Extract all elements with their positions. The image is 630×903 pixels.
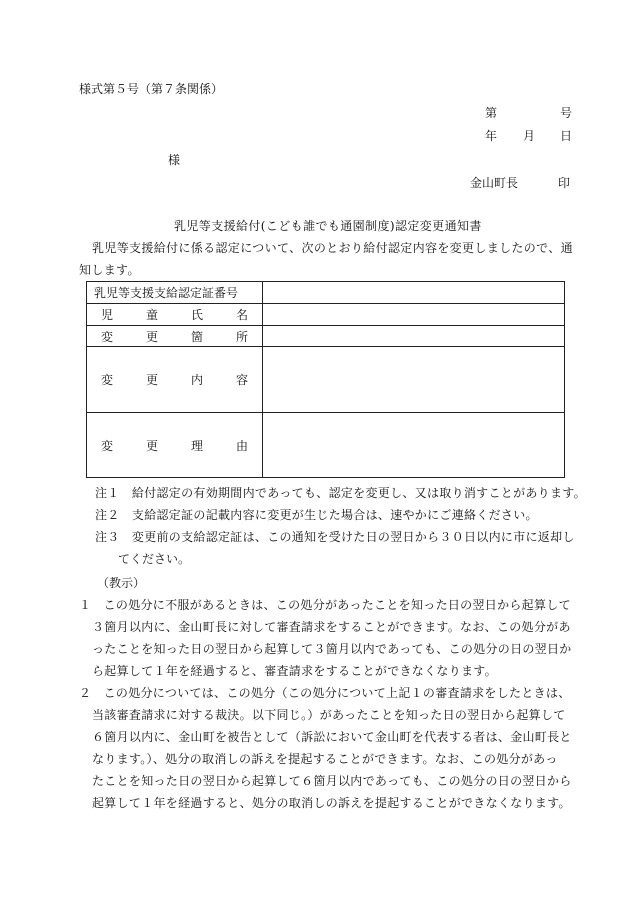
child-name-value: [263, 304, 565, 326]
instruction-1-line-1: １ この処分に不服があるときは、この処分があったことを知った日の翌日から起算して: [79, 598, 571, 612]
seal-mark: 印: [558, 176, 571, 190]
instruction-heading: （教示）: [97, 576, 146, 590]
instruction-2-line-3: ６箇月以内に、金山町を被告として（訴訟において金山町を代表する者は、金山町長と: [92, 730, 572, 744]
instruction-2-line-5: たことを知った日の翌日から起算して６箇月以内であっても、この処分の日の翌日から: [92, 774, 572, 788]
date-day: 日: [560, 129, 573, 143]
note-1: 注１ 給付認定の有効期間内であっても、認定を変更し、又は取り消すことがあります。: [95, 486, 586, 500]
issuer-name: 金山町長: [470, 176, 519, 190]
row-changed-section: [87, 326, 565, 347]
date-year: 年: [485, 129, 498, 143]
cert-number-label: 乳児等支援支給認定証番号: [94, 286, 239, 300]
cert-number-value: [263, 282, 565, 304]
instruction-1-line-2: ３箇月以内に、金山町長に対して審査請求をすることができます。なお、この処分があ: [92, 620, 571, 634]
doc-number-prefix: 第: [485, 106, 498, 120]
row-cert-number: [87, 282, 565, 304]
form-number-label: 様式第５号（第７条関係）: [79, 82, 224, 96]
instruction-2-line-1: ２ この処分については、この処分（この処分について上記１の審査請求をしたときは、: [79, 686, 571, 700]
date-month: 月: [523, 129, 536, 143]
change-reason-label: 変 更 理 由: [101, 438, 248, 453]
row-change-content: [87, 347, 565, 413]
addressee-suffix: 様: [168, 153, 181, 167]
change-content-value: [263, 347, 565, 413]
document-title: 乳児等支援給付(こども誰でも通園制度)認定変更通知書: [174, 219, 482, 233]
intro-line-2: 知します。: [79, 263, 140, 277]
certificate-table: [86, 281, 565, 478]
instruction-2-line-6: 起算して１年を経過すると、処分の取消しの訴えを提起することができなくなります。: [92, 796, 571, 810]
instruction-1-line-4: ら起算して１年を経過すると、審査請求をすることができなくなります。: [92, 664, 497, 678]
note-3-continued: てください。: [118, 552, 191, 566]
changed-section-value: [263, 326, 565, 347]
change-reason-value: [263, 413, 565, 478]
note-2: 注２ 支給認定証の記載内容に変更が生じた場合は、速やかにご連絡ください。: [95, 508, 538, 522]
instruction-2-line-4: なります。）、処分の取消しの訴えを提起することができます。なお、この処分があっ: [92, 752, 558, 766]
row-change-reason: [87, 413, 565, 478]
child-name-label: 児 童 氏 名: [101, 308, 248, 322]
changed-section-label: 変 更 箇 所: [101, 329, 248, 344]
instruction-2-line-2: 当該審査請求に対する裁決。以下同じ。）があったことを知った日の翌日から起算して: [92, 708, 566, 722]
note-3: 注３ 変更前の支給認定証は、この通知を受けた日の翌日から３０日以内に市に返却し: [95, 530, 575, 544]
change-content-label: 変 更 内 容: [101, 373, 248, 387]
intro-line-1: 乳児等支援給付に係る認定について、次のとおり給付認定内容を変更しましたので、通: [92, 241, 573, 255]
instruction-1-line-3: ったことを知った日の翌日から起算して３箇月以内であっても、この処分の日の翌日か: [92, 642, 572, 656]
row-child-name: [87, 304, 565, 326]
doc-number-suffix: 号: [560, 106, 573, 120]
